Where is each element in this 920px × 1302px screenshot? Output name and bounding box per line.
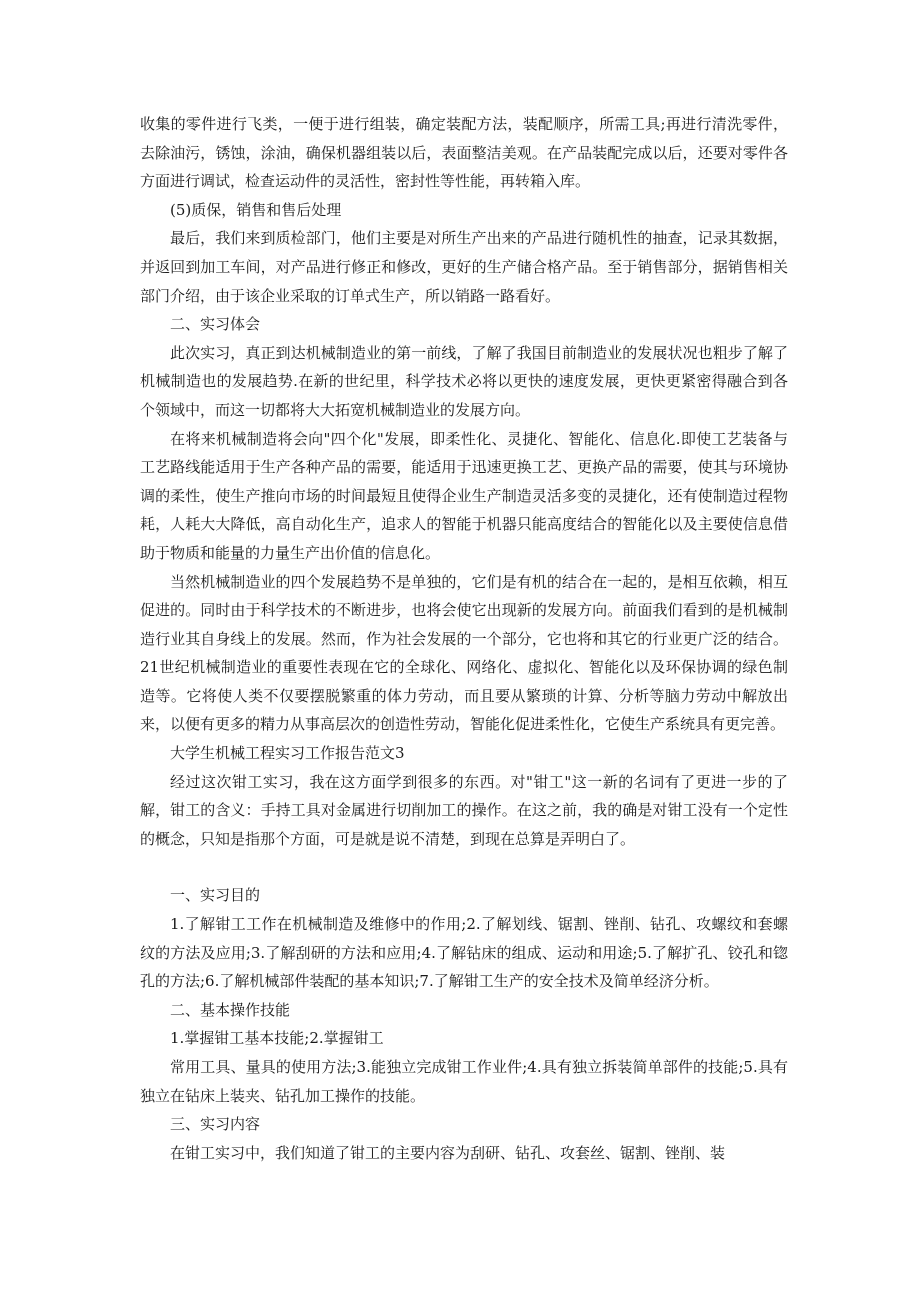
heading-report-sample-3: 大学生机械工程实习工作报告范文3 — [170, 744, 405, 763]
paragraph-content-start: 在钳工实习中，我们知道了钳工的主要内容为刮研、钻孔、攻套丝、锯割、锉削、装 — [170, 1143, 726, 1162]
paragraph-quality-inspection: 最后，我们来到质检部门，他们主要是对所生产出来的产品进行随机性的抽查，记录其数据，并返回到加工车间，对产品进行修正和修改，更好的生产储合格产品。至于销售部分，据销售相关部门介绍，由于该企业采取的订单式生产，所以销路一路看好。 — [140, 229, 788, 305]
paragraph-skills-part1: 1.掌握钳工基本技能;2.掌握钳工 — [170, 1029, 384, 1048]
heading-basic-skills: 二、基本操作技能 — [170, 1000, 291, 1019]
paragraph-purpose-list: 1.了解钳工工作在机械制造及维修中的作用;2.了解划线、锯割、锉削、钻孔、攻螺纹和套螺纹的方法及应用;3.了解刮研的方法和应用;4.了解钻床的组成、运动和用途;5.了解扩孔、铰孔和锪孔的方法;6.了解机械部件装配的基本知识;7.了解钳工生产的安全技术及简单经济分析。 — [140, 915, 788, 991]
paragraph-trends-integration: 当然机械制造业的四个发展趋势不是单独的，它们是有机的结合在一起的，是相互依赖，相互促进的。同时由于科学技术的不断进步，也将会使它出现新的发展方向。前面我们看到的是机械制造行业其自身线上的发展。然而，作为社会发展的一个部分，它也将和其它的行业更广泛的结合。21世纪机械制造业的重要性表现在它的全球化、网络化、虚拟化、智能化以及环保协调的绿色制造等。它将使人类不仅要摆脱繁重的体力劳动，而且要从繁琐的计算、分析等脑力劳动中解放出来，以便有更多的精力从事高层次的创造性劳动，智能化促进柔性化，它使生产系统具有更完善。 — [140, 572, 788, 734]
heading-quality-sales: (5)质保，销售和售后处理 — [170, 200, 342, 219]
paragraph-assembly-continued: 收集的零件进行飞类，一便于进行组装，确定装配方法，装配顺序，所需工具;再进行清洗零件，去除油污，锈蚀，涂油，确保机器组装以后，表面整洁美观。在产品装配完成以后，还要对零件各方面进行调试，检查运动件的灵活性，密封性等性能，再转箱入库。 — [140, 115, 788, 191]
paragraph-skills-part2: 常用工具、量具的使用方法;3.能独立完成钳工作业件;4.具有独立拆装简单部件的技能;5.具有独立在钻床上装夹、钻孔加工操作的技能。 — [140, 1058, 788, 1105]
paragraph-fitter-intro: 经过这次钳工实习，我在这方面学到很多的东西。对"钳工"这一新的名词有了更进一步的了解，钳工的含义：手持工具对金属进行切削加工的操作。在这之前，我的确是对钳工没有一个定性的概念，只知是指那个方面，可是就是说不清楚，到现在总算是弄明白了。 — [140, 772, 788, 848]
document-body — [140, 110, 788, 1167]
heading-internship-experience: 二、实习体会 — [170, 315, 261, 334]
heading-internship-purpose: 一、实习目的 — [170, 886, 261, 905]
heading-internship-content: 三、实习内容 — [170, 1115, 261, 1134]
paragraph-four-trends: 在将来机械制造将会向"四个化"发展，即柔性化、灵捷化、智能化、信息化.即使工艺装备与工艺路线能适用于生产各种产品的需要，能适用于迅速更换工艺、更换产品的需要，使其与环境协调的柔性，使生产推向市场的时间最短且使得企业生产制造灵活多变的灵捷化，还有使制造过程物耗，人耗大大降低，高自动化生产，追求人的智能于机器只能高度结合的智能化以及主要使信息借助于物质和能量的力量生产出价值的信息化。 — [140, 429, 788, 562]
paragraph-frontline: 此次实习，真正到达机械制造业的第一前线，了解了我国目前制造业的发展状况也粗步了解了机械制造也的发展趋势.在新的世纪里，科学技术必将以更快的速度发展，更快更紧密得融合到各个领域中，而这一切都将大大拓宽机械制造业的发展方向。 — [140, 343, 788, 419]
